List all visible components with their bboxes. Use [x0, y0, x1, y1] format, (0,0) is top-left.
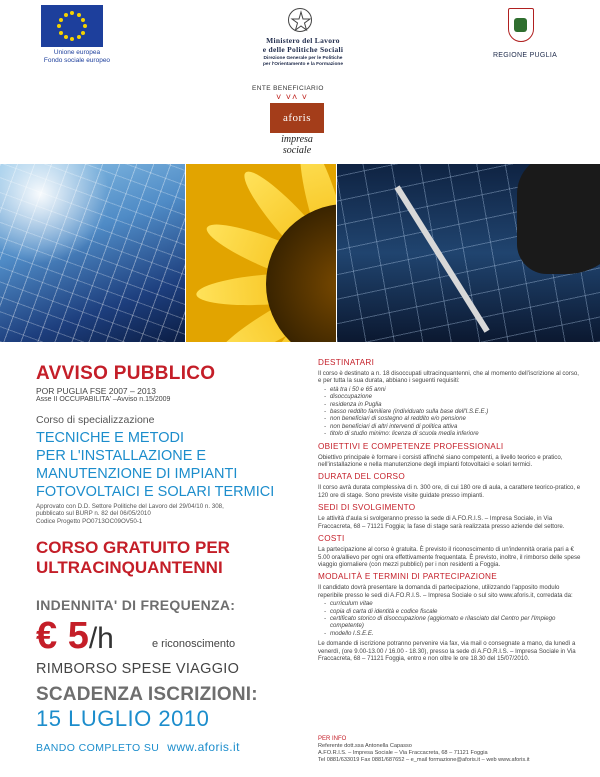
- costi-title: COSTI: [318, 534, 345, 544]
- destinatari-text: Il corso è destinato a n. 18 disoccupati ultracinquantenni, che al momento dell'iscrizione al corso, e per tutta la sua durata, abbiano i seguenti requisiti:: [318, 370, 579, 385]
- modalita-text: Il candidato dovrà presentare la domanda di partecipazione, utilizzando l'apposito modulo reperibile presso le sedi di A.FO.R.I.S. – Impresa Sociale o sul sito www.aforis.it, corredata da:: [318, 584, 573, 599]
- eu-caption: [37, 49, 117, 65]
- bando-link[interactable]: www.aforis.it: [167, 740, 240, 754]
- birds-icon: ˅ ˅˄ ˅: [276, 92, 309, 102]
- eu-star-icon: [64, 13, 68, 17]
- approval-line-3: Codice Progetto PO0713OC09OV50-1: [36, 517, 143, 525]
- sedi-text: Le attività d'aula si svolgeranno presso la sede di A.FO.R.I.S. – Impresa Sociale, in Via Fraccacreta, 68 – 71121 Foggia; la fase di stage sarà realizzata presso aziende del settore.: [318, 515, 565, 530]
- eu-star-icon: [83, 24, 87, 28]
- requisiti-list: [324, 386, 584, 438]
- list-item: - certificato storico di disoccupazione (aggiornato e rilasciato dal Centro per l'Impiego competente): [324, 615, 584, 630]
- per-info-line-3: Tel 0881/633019 Fax 0881/687652 – e_mail formazione@aforis.it – web www.aforis.it: [318, 757, 530, 763]
- gratuito-line-1: CORSO GRATUITO PER: [36, 538, 230, 557]
- eu-star-icon: [70, 11, 74, 15]
- list-item: - modello I.S.E.E.: [324, 630, 584, 637]
- approval-line-2: pubblicato sul BURP n. 82 del 06/05/2010: [36, 510, 151, 518]
- scadenza-heading: SCADENZA ISCRIZIONI:: [36, 684, 258, 705]
- corso-specializzazione: Corso di specializzazione: [36, 414, 155, 426]
- ministry-sub-line-1: Direzione Generale per le Politiche: [263, 56, 343, 61]
- ministry-title-line-2: e delle Politiche Sociali: [262, 45, 344, 54]
- indennita-heading: INDENNITA' DI FREQUENZA:: [36, 597, 236, 613]
- allegati-list: [324, 600, 584, 637]
- corso-gratuito-heading: [36, 538, 306, 578]
- riconoscimento-text: e riconoscimento: [152, 638, 236, 650]
- euro-amount: € 5: [36, 615, 89, 657]
- list-item: - copia di carta di identità e codice fiscale: [324, 608, 584, 615]
- list-item: - basso reddito familiare (individuato sulla base dell'I.S.E.E.): [324, 408, 584, 415]
- sunflower-photo: [186, 164, 336, 342]
- por-puglia-line: POR PUGLIA FSE 2007 – 2013: [36, 386, 157, 396]
- eu-star-icon: [59, 31, 63, 35]
- eu-star-icon: [70, 37, 74, 41]
- list-item: - disoccupazione: [324, 393, 584, 400]
- course-title: [36, 429, 306, 501]
- ministry-subtitle: [243, 56, 363, 68]
- durata-title: DURATA DEL CORSO: [318, 472, 405, 482]
- destinatari-title: DESTINATARI: [318, 358, 375, 367]
- euro-unit: /h: [88, 622, 114, 655]
- details-column: [318, 358, 584, 663]
- course-title-line-3: MANUTENZIONE DI IMPIANTI: [36, 466, 238, 482]
- durata-text: Il corso avrà durata complessiva di n. 300 ore, di cui 180 ore di aula, a carattere teorico-pratico, e 120 ore di stage. Sono previste visite guidate presso impianti.: [318, 484, 581, 499]
- asse-line: Asse II OCCUPABILITA' –Avviso n.15/2009: [36, 396, 171, 403]
- per-info-line-2: A.FO.R.I.S. – Impresa Sociale – Via Fraccacreta, 68 – 71121 Foggia: [318, 750, 488, 756]
- eu-caption-line-1: Unione europea: [53, 49, 101, 56]
- eu-star-icon: [64, 35, 68, 39]
- region-shield-logo: [508, 8, 534, 42]
- rimborso-text: RIMBORSO SPESE VIAGGIO: [36, 661, 240, 677]
- list-item: - età tra i 50 e 65 anni: [324, 386, 584, 393]
- avviso-pubblico-heading: AVVISO PUBBLICO: [36, 363, 216, 384]
- eu-star-icon: [77, 13, 81, 17]
- ministry-sub-line-2: per l'Orientamento e la Formazione: [262, 62, 344, 67]
- per-info-title: PER INFO: [318, 736, 347, 742]
- course-title-line-2: PER L'INSTALLAZIONE E: [36, 448, 207, 464]
- list-item: - non beneficiari di altri interventi di politica attiva: [324, 423, 584, 430]
- eu-star-icon: [77, 35, 81, 39]
- bando-line: [36, 740, 240, 754]
- course-title-line-1: TECNICHE E METODI: [36, 430, 184, 446]
- eu-star-icon: [81, 31, 85, 35]
- sedi-title: SEDI DI SVOLGIMENTO: [318, 503, 416, 513]
- ministry-emblem-icon: [288, 8, 312, 32]
- obiettivi-title: OBIETTIVI E COMPETENZE PROFESSIONALI: [318, 441, 504, 451]
- ente-beneficiario-label: ENTE BENEFICIARIO: [252, 85, 324, 92]
- per-info-line-1: Referente dott.ssa Antonella Capasso: [318, 743, 412, 749]
- eu-caption-line-2: Fondo sociale europeo: [43, 57, 111, 64]
- course-title-line-4: FOTOVOLTAICI E SOLARI TERMICI: [36, 484, 275, 500]
- bando-label: BANDO COMPLETO SU: [36, 742, 160, 754]
- ministry-title-line-1: Ministero del Lavoro: [266, 36, 340, 45]
- deadline-date: 15 LUGLIO 2010: [36, 706, 210, 731]
- installation-photo: [337, 164, 600, 342]
- list-item: - residenza in Puglia: [324, 401, 584, 408]
- modalita-text-2: Le domande di iscrizione potranno pervenire via fax, via mail o consegnate a mano, da lunedì a venerdì, (ore 9.00-13.00 / 16.00 - 18.30), presso la sede di A.FO.R.I.S. – Impresa Sociale in Via Fraccacreta, 68 – 71121 Foggia, entro e non oltre le ore 18.30 del 15/07/2010.: [318, 640, 576, 662]
- ministry-title: [243, 36, 363, 54]
- gratuito-line-2: ULTRACINQUANTENNI: [36, 558, 223, 577]
- eu-flag-logo: [41, 5, 103, 47]
- eu-star-icon: [59, 18, 63, 22]
- hourly-amount: [36, 616, 114, 659]
- modalita-title: MODALITÀ E TERMINI DI PARTECIPAZIONE: [318, 572, 497, 582]
- list-item: - curriculum vitae: [324, 600, 584, 607]
- obiettivi-text: Obiettivo principale è formare i corsisti affinché siano competenti, a livello teorico e pratico, nell'installazione e nella manutenzione degli impianti fotovoltaici e solari termici.: [318, 453, 563, 469]
- list-item: - non beneficiari di sostegno al reddito e/o pensione: [324, 415, 584, 422]
- solar-panel-photo: [0, 164, 185, 342]
- region-caption: REGIONE PUGLIA: [492, 52, 558, 59]
- eu-star-icon: [81, 18, 85, 22]
- approval-line-1: Approvato con D.D. Settore Politiche del Lavoro del 29/04/10 n. 308,: [36, 503, 224, 510]
- eu-star-icon: [57, 24, 61, 28]
- approval-info: [36, 503, 296, 525]
- aforis-subtitle: impresa sociale: [281, 134, 313, 156]
- list-item: - titolo di studio minimo: licenza di scuola media inferiore: [324, 430, 584, 437]
- costi-text: La partecipazione al corso è gratuita. È previsto il riconoscimento di un'indennità oraria pari a € 5.00 ora/allievo per ogni ora effettivamente frequentata. È previsto, inoltre, il rimborso delle spese viaggio giornaliere (con mezzi pubblici) per i non residenti a Foggia.: [318, 546, 581, 568]
- aforis-logo-text: aforis: [282, 112, 312, 124]
- per-info-block: [318, 736, 584, 764]
- aforis-logo: [270, 103, 324, 133]
